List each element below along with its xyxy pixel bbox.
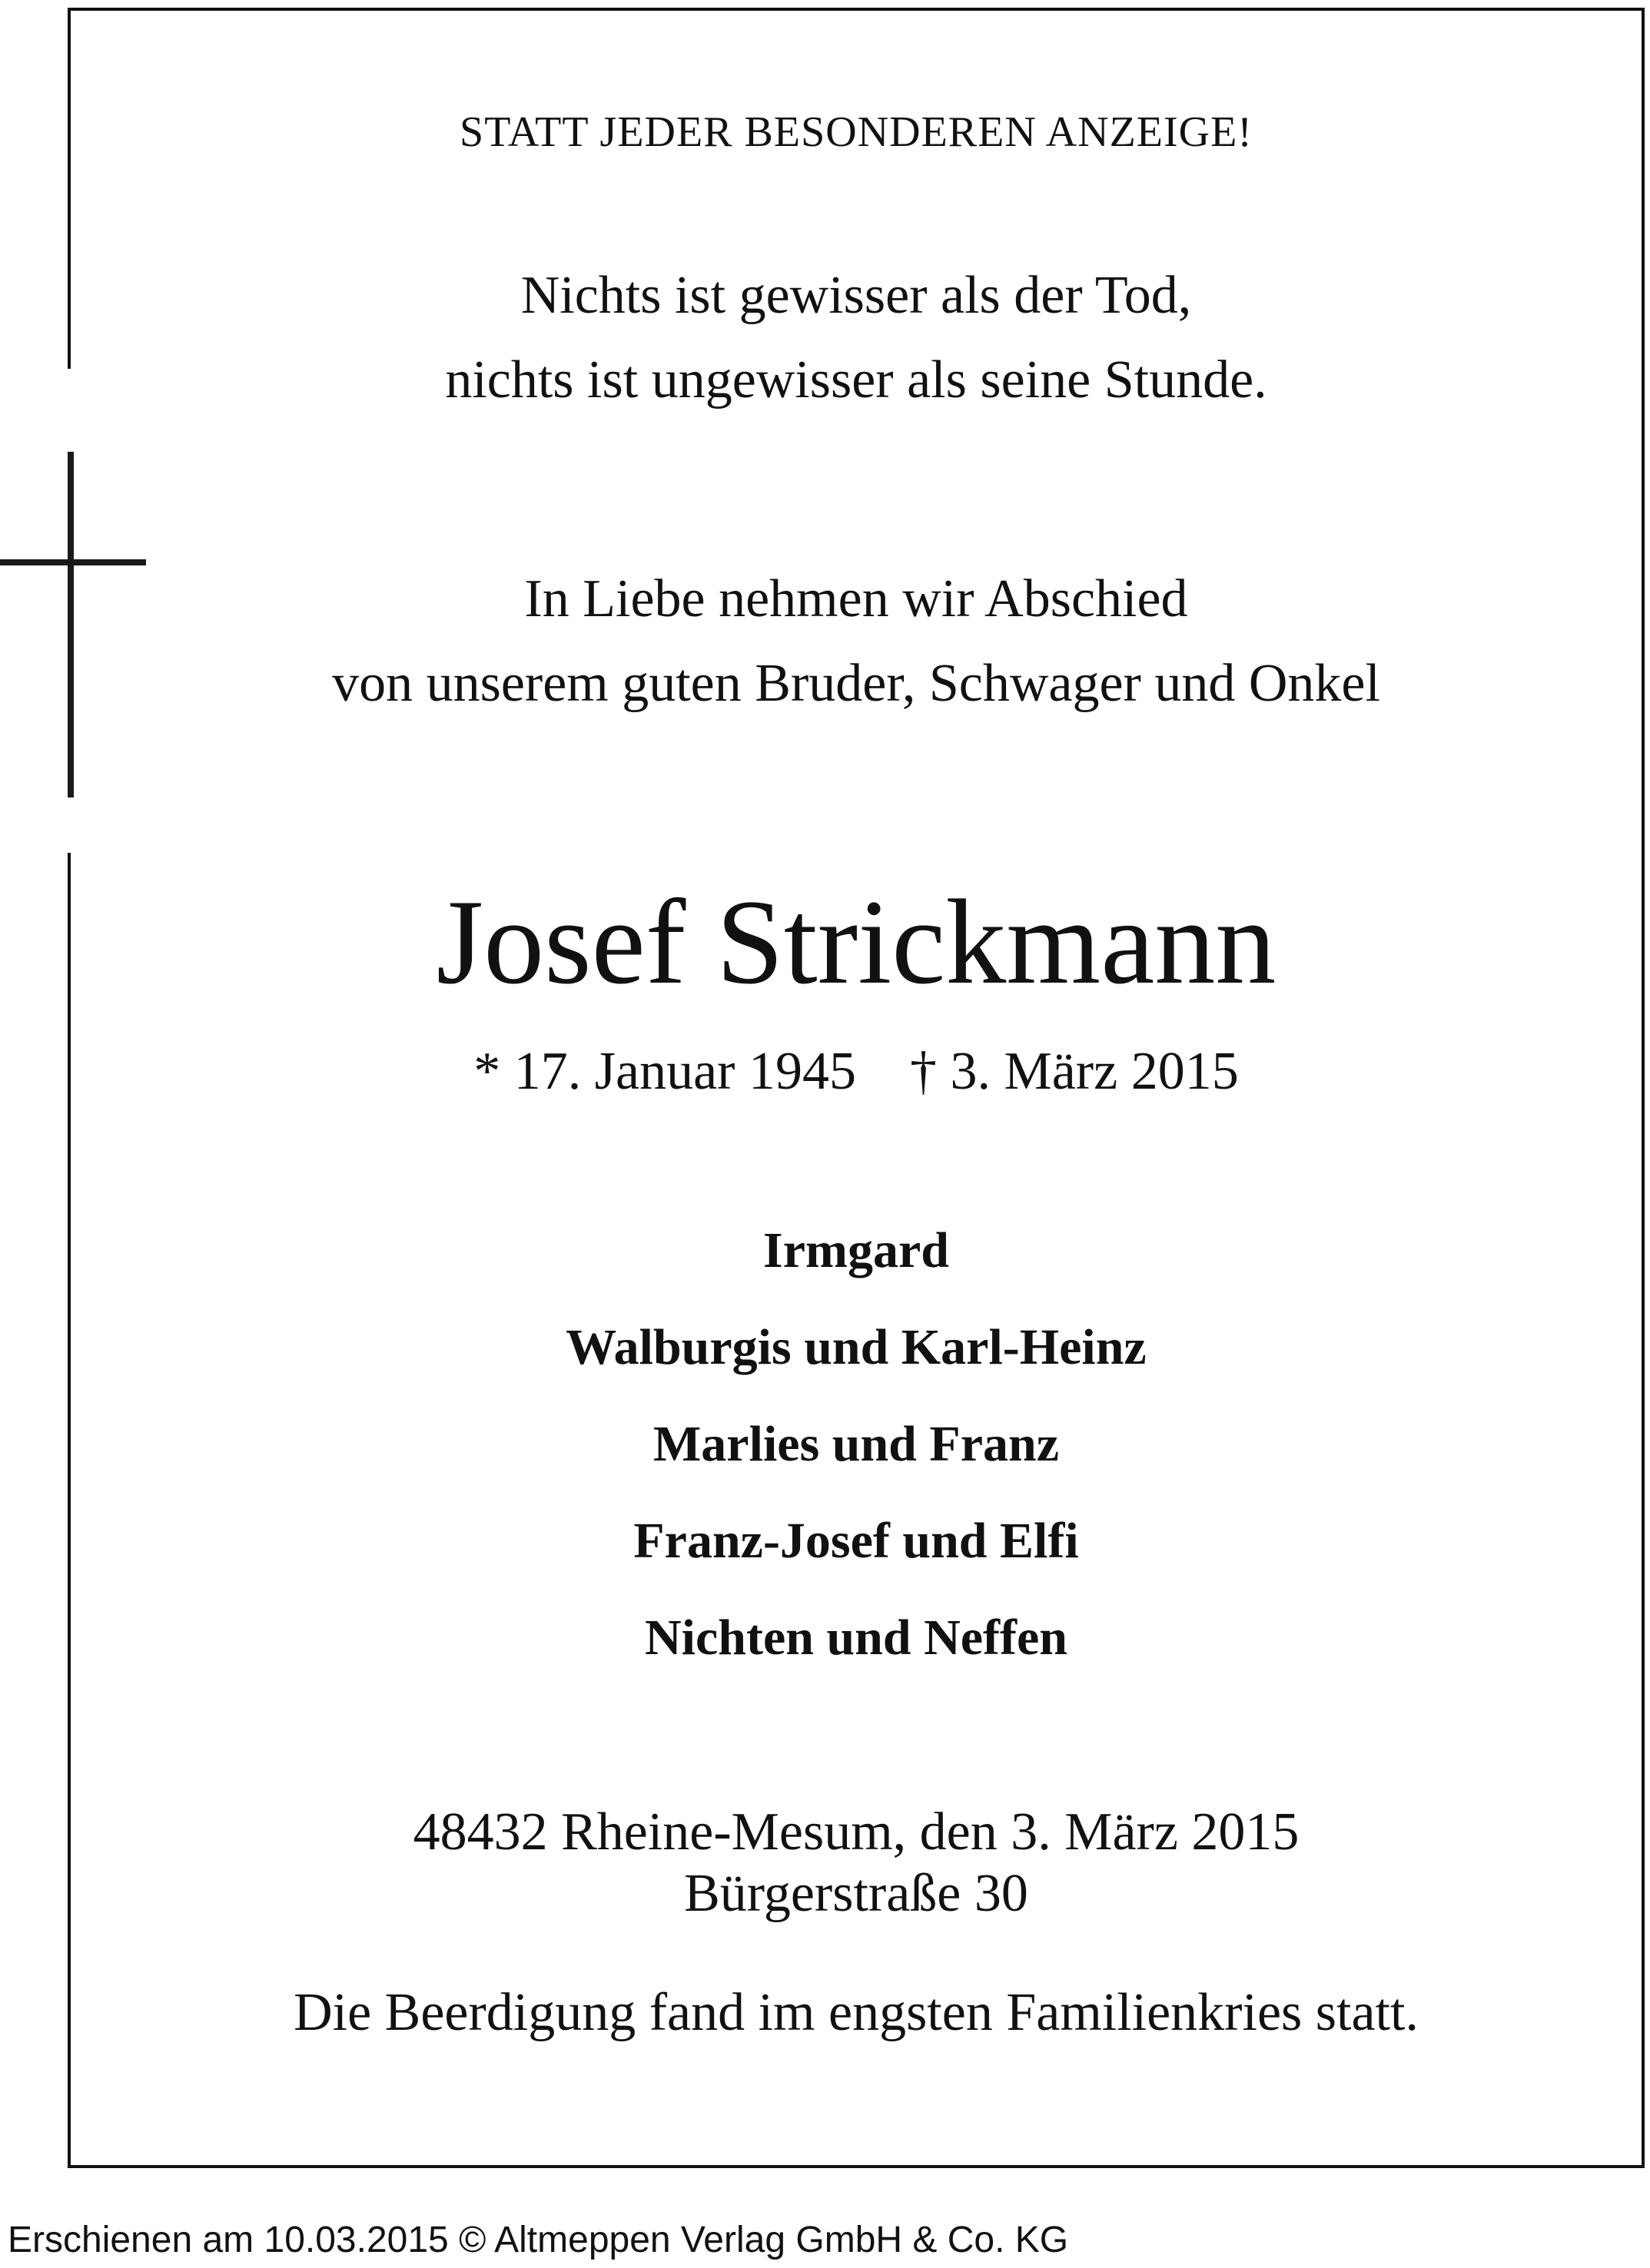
frame-bottom-border <box>68 2165 1645 2168</box>
deceased-name: Josef Strickmann <box>436 875 1277 1010</box>
quote-line-2: nichts ist ungewisser als seine Stunde. <box>445 350 1267 410</box>
mourner-name: Nichten und Neffen <box>644 1610 1067 1666</box>
intro-line-1: In Liebe nehmen wir Abschied <box>524 569 1188 628</box>
place-and-date: 48432 Rheine-Mesum, den 3. März 2015 <box>413 1802 1300 1862</box>
intro-line-2: von unserem guten Bruder, Schwager und Onkel <box>332 654 1380 713</box>
birth-date: * 17. Januar 1945 <box>473 1042 856 1101</box>
street-address: Bürgerstraße 30 <box>684 1864 1028 1923</box>
funeral-note: Die Beerdigung fand im engsten Familienkries statt. <box>294 1983 1419 2042</box>
mourner-name: Franz-Josef und Elfi <box>633 1513 1079 1569</box>
death-date: † 3. März 2015 <box>910 1042 1239 1101</box>
frame-top-border <box>68 8 1645 11</box>
publication-footer: Erschienen am 10.03.2015 © Altmeppen Verlag GmbH & Co. KG <box>8 2220 1069 2260</box>
mourner-name: Walburgis und Karl-Heinz <box>566 1319 1147 1375</box>
cross-horizontal-bar <box>0 559 146 565</box>
notice-header: STATT JEDER BESONDEREN ANZEIGE! <box>460 108 1253 156</box>
quote-line-1: Nichts ist gewisser als der Tod, <box>520 266 1192 325</box>
mourner-name: Irmgard <box>763 1222 949 1278</box>
life-dates <box>71 1041 1642 1102</box>
mourner-name: Marlies und Franz <box>653 1416 1059 1472</box>
frame-right-border <box>1642 8 1645 2168</box>
